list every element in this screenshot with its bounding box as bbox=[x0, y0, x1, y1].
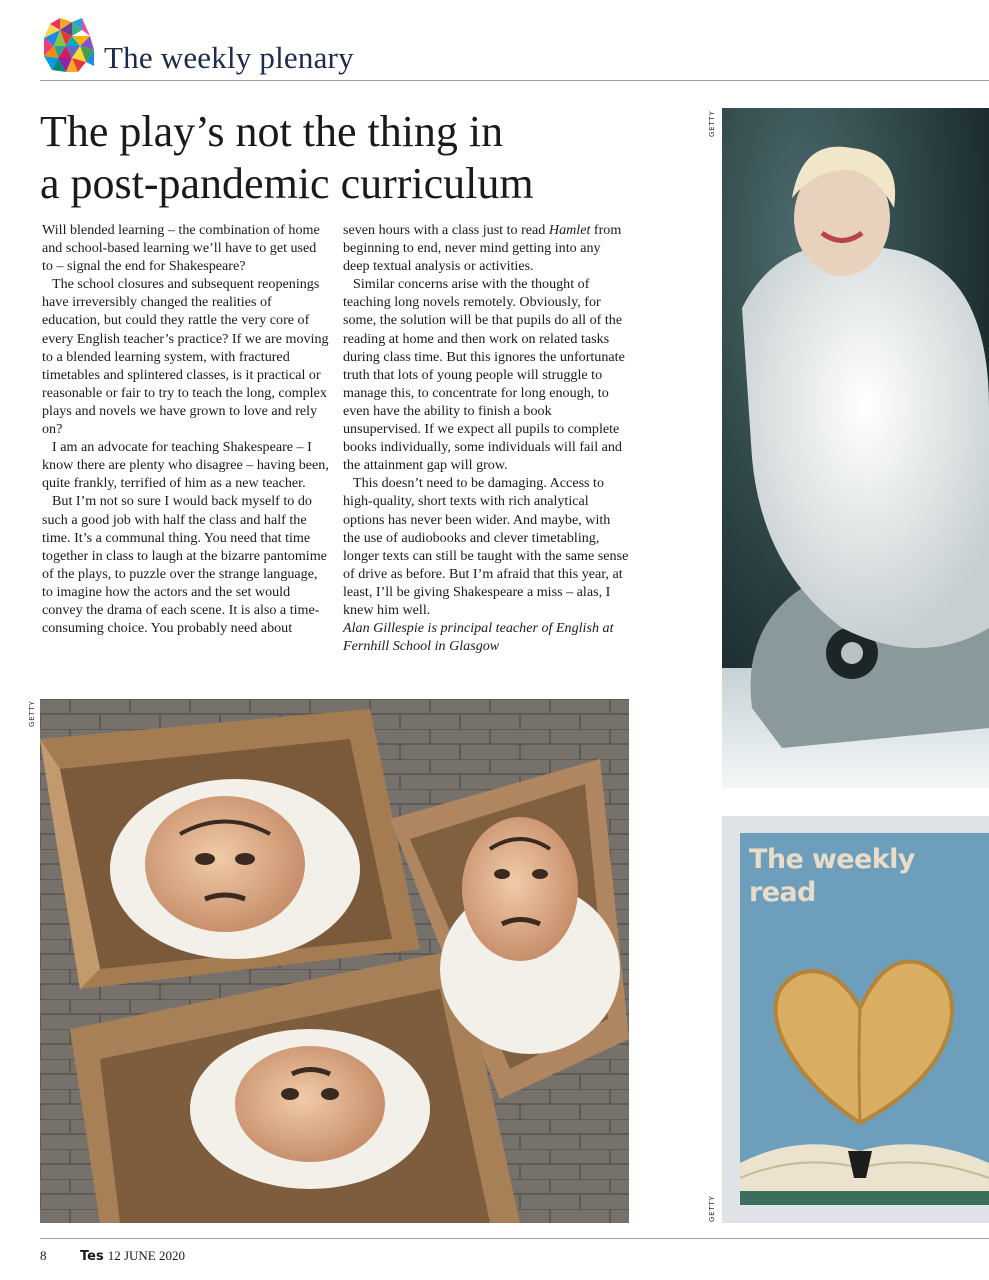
publication-brand: Tes bbox=[80, 1249, 104, 1264]
article-body bbox=[40, 221, 630, 691]
paragraph: Similar concerns arise with the thought of teaching long novels remotely. Obviously, for some, the solution will be that pupils do all of the reading at home and then work on related tasks during class time. But this ignores the unfortunate truth that lots of young people will struggle to manage this, to concentrate for long enough, to even have the ability to finish a book unsupervised. If we expect all pupils to complete books individually, some individuals will fail and the attainment gap will grow. bbox=[343, 276, 625, 474]
paragraph: I am an advocate for teaching Shakespeare – I know there are plenty who disagree – having been, quite frankly, terrified of him as a new teacher. bbox=[42, 439, 329, 492]
page-footer bbox=[40, 1248, 185, 1264]
photo-credit: GETTY bbox=[28, 700, 36, 727]
promo-panel bbox=[740, 833, 989, 1205]
author-byline: Alan Gillespie is principal teacher of English at Fernhill School in Glasgow bbox=[343, 620, 614, 655]
text-run: from beginning to end, never mind getting into any deep textual analysis or activities. bbox=[343, 222, 622, 275]
promo-title-line-2: read bbox=[749, 877, 816, 908]
paragraph: This doesn’t need to be damaging. Access to high-quality, short texts with rich analytical options has never been wider. And maybe, with the use of audiobooks and clever timetabling, longer texts can still be taught with the same sense of drive as before. But I’m afraid that this year, at least, I’ll be giving Shakespeare a miss – alas, I knew him well. bbox=[343, 475, 629, 618]
play-title: Hamlet bbox=[548, 222, 591, 238]
heart-book-icon bbox=[740, 833, 989, 1205]
bottom-divider bbox=[40, 1238, 989, 1239]
weekly-read-promo[interactable] bbox=[722, 816, 989, 1223]
article-column-right bbox=[343, 221, 630, 655]
photo-credit: GETTY bbox=[708, 110, 716, 137]
headline-line-1: The play’s not the thing in bbox=[40, 107, 504, 156]
promo-title-line-1: The weekly bbox=[749, 844, 915, 875]
photo-credit: GETTY bbox=[708, 1195, 716, 1222]
page-number: 8 bbox=[40, 1248, 47, 1263]
paragraph: The school closures and subsequent reopenings have irreversibly changed the realities of education, but could they rattle the very core of every English teacher’s practice? If we are moving to a blended learning system, with fractured timetables and splintered classes, is it practical or reasonable or fair to try to teach the long, complex plays and novels we have grown to love and rely on? bbox=[42, 276, 329, 438]
article-headline bbox=[40, 106, 680, 210]
text-run: seven hours with a class just to read bbox=[343, 222, 549, 238]
shakespeare-masks-photo bbox=[40, 699, 629, 1223]
article-column-left bbox=[42, 221, 329, 637]
issue-date: 12 JUNE 2020 bbox=[107, 1248, 185, 1263]
paragraph bbox=[343, 221, 630, 275]
section-title: The weekly plenary bbox=[104, 40, 354, 75]
headline-line-2: a post-pandemic curriculum bbox=[40, 159, 534, 208]
paragraph: But I’m not so sure I would back myself to do such a good job with half the class and half the time. It’s a communal thing. You need that time together in class to laugh at the bizarre pantomime of the plays, to puzzle over the strange language, to imagine how the actors and the set would convey the drama of each scene. It is also a time-consuming choice. You probably need about bbox=[42, 493, 327, 637]
fur-coat-photo bbox=[722, 108, 989, 788]
paragraph: Will blended learning – the combination of home and school-based learning we’ll have to get used to – signal the end for Shakespeare? bbox=[42, 222, 320, 275]
top-divider bbox=[40, 80, 989, 81]
tes-logo-icon bbox=[42, 18, 96, 72]
